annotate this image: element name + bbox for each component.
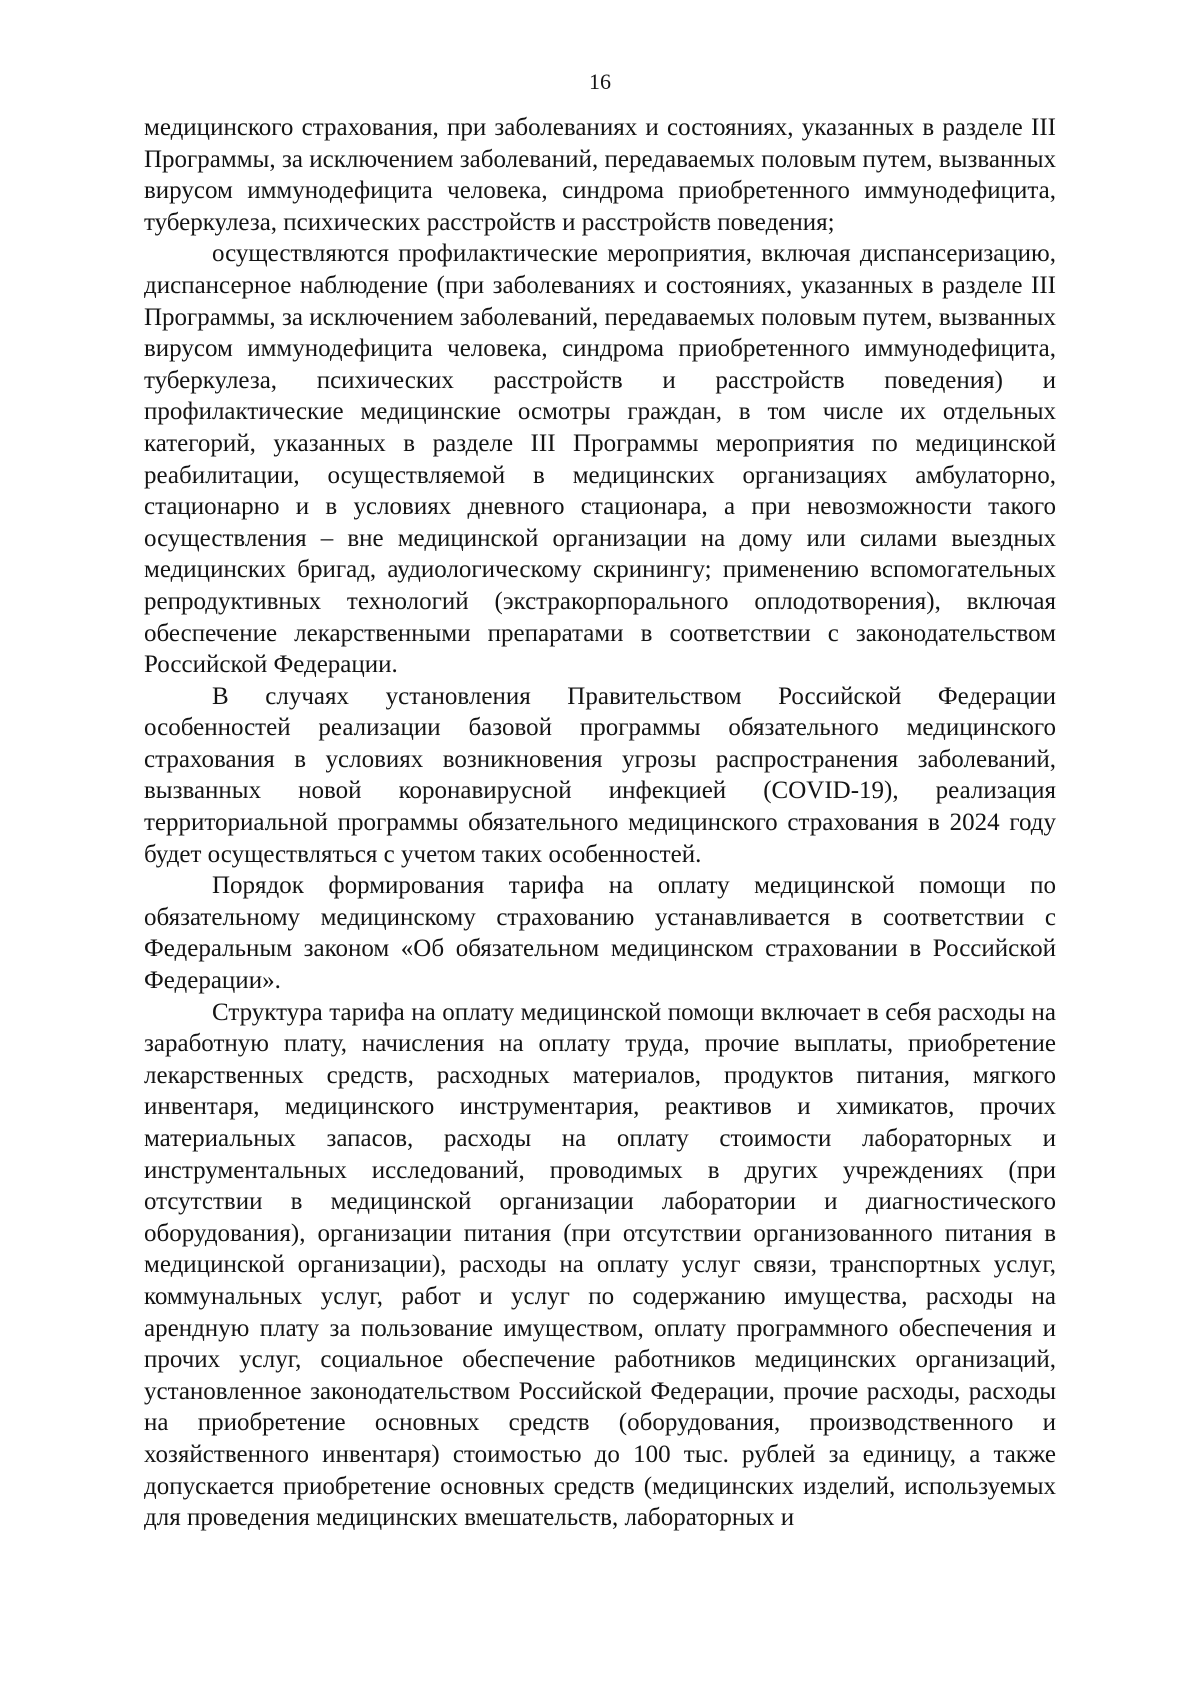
text-line: оплодотворения), включая обеспечение лекарственными препаратами xyxy=(144,587,1057,647)
text-line: установленное законодательством Российской Федерации, прочие расходы, xyxy=(144,1377,961,1405)
text-line: амбулаторно, стационарно и в условиях дневного стационара, а при невозможности xyxy=(144,461,1056,521)
text-line: коммунальных услуг, работ и услуг по содержанию имущества, расходы xyxy=(144,1282,1014,1310)
text-line: числе их отдельных категорий, указанных в разделе III Программы мероприятия xyxy=(144,398,1057,457)
text-line: и хозяйственного инвентаря) стоимостью до 100 тыс. рублей за единицу, а также xyxy=(144,1409,1057,1468)
text-line: выездных медицинских бригад, аудиологическому скринингу; применению xyxy=(144,524,1057,584)
text-line: на арендную плату за пользование имуществом, оплату программного обеспечения xyxy=(144,1282,1056,1342)
text-line: на заработную плату, начисления на оплату труда, прочие выплаты, приобретение xyxy=(144,998,1057,1058)
text-line: инвентаря, медицинского инструментария, реактивов и химикатов, прочих xyxy=(144,1093,1056,1121)
text-line: медицинского страхования, при заболеваниях и состояниях, указанных в разделе xyxy=(144,114,1023,141)
paragraph-continuation xyxy=(144,112,1056,238)
text-line: вызванных вирусом иммунодефицита человека, синдрома приобретенного xyxy=(144,145,1056,205)
paragraph-tariff-structure xyxy=(144,997,1056,1534)
text-line: в Российской Федерации». xyxy=(144,935,1056,995)
text-line: расходы на приобретение основных средств (оборудования, производственного xyxy=(144,1377,1057,1437)
text-line: используемых для проведения медицинских вмешательств, лабораторных и xyxy=(144,1472,1056,1532)
text-line: расстройств поведения) и профилактические медицинские осмотры граждан, в том xyxy=(144,366,1057,426)
text-line: Структура тарифа на оплату медицинской помощи включает в себя расходы xyxy=(212,998,1026,1026)
text-line: в соответствии с законодательством Российской Федерации. xyxy=(144,619,1056,679)
text-line: с Федеральным законом «Об обязательном медицинском страховании xyxy=(144,903,1056,963)
text-line: такого осуществления – вне медицинской организации на дому или силами xyxy=(144,493,1057,552)
text-line: Порядок формирования тарифа на оплату медицинской помощи xyxy=(212,872,1006,900)
text-line: и прочих услуг, социальное обеспечение работников медицинских организаций, xyxy=(144,1314,1056,1374)
text-line: отсутствии в медицинской организации лаборатории и диагностического xyxy=(144,1188,1056,1216)
text-line: указанных в разделе III Программы, за исключением заболеваний, передаваемых xyxy=(144,271,1057,331)
paragraph-preventive-measures xyxy=(144,238,1056,680)
text-line: приобретенного иммунодефицита, туберкулеза, психических расстройств и xyxy=(144,335,1056,394)
text-line: половым путем, вызванных вирусом иммунодефицита человека, синдрома xyxy=(144,303,1056,363)
text-line: инструментальных исследований, проводимых в других учреждениях (при xyxy=(144,1156,1056,1184)
paragraph-covid-features xyxy=(144,681,1056,871)
text-line: вызванных новой коронавирусной инфекцией (COVID-19), реализация xyxy=(144,777,1056,805)
page-number: 16 xyxy=(589,69,611,94)
text-line: III Программы, за исключением заболеваний, передаваемых половым путем, xyxy=(144,114,1056,173)
text-line: в медицинской организации), расходы на оплату услуг связи, транспортных услуг, xyxy=(144,1219,1057,1279)
text-line: допускается приобретение основных средств (медицинских изделий, xyxy=(144,1472,896,1500)
text-line: страхования в условиях возникновения угрозы распространения заболеваний, xyxy=(144,745,1056,773)
document-body xyxy=(144,112,1056,1534)
text-line: вспомогательных репродуктивных технологий (экстракорпорального xyxy=(144,556,1057,615)
text-line: материальных запасов, расходы на оплату стоимости лабораторных и xyxy=(144,1125,1056,1152)
text-line: по обязательному медицинскому страхованию устанавливается в соответствии xyxy=(144,872,1057,931)
text-line: особенностей реализации базовой программы обязательного медицинского xyxy=(144,714,1056,742)
text-line: иммунодефицита, туберкулеза, психических расстройств и расстройств поведения; xyxy=(144,177,1056,236)
text-line: лекарственных средств, расходных материалов, продуктов питания, мягкого xyxy=(144,1061,1056,1089)
text-line: будет осуществляться с учетом таких особенностей. xyxy=(144,840,702,868)
text-line: территориальной программы обязательного медицинского страхования в 2024 году xyxy=(144,809,1056,837)
text-line: оборудования), организации питания (при отсутствии организованного питания xyxy=(144,1219,1033,1247)
text-line: В случаях установления Правительством Российской Федерации xyxy=(212,682,1056,710)
text-line: диспансеризацию, диспансерное наблюдение (при заболеваниях и состояниях, xyxy=(144,240,1056,299)
text-line: осуществляются профилактические мероприятия, включая xyxy=(212,240,851,268)
paragraph-tariff-procedure xyxy=(144,870,1056,996)
text-line: по медицинской реабилитации, осуществляемой в медицинских организациях xyxy=(144,429,1056,489)
